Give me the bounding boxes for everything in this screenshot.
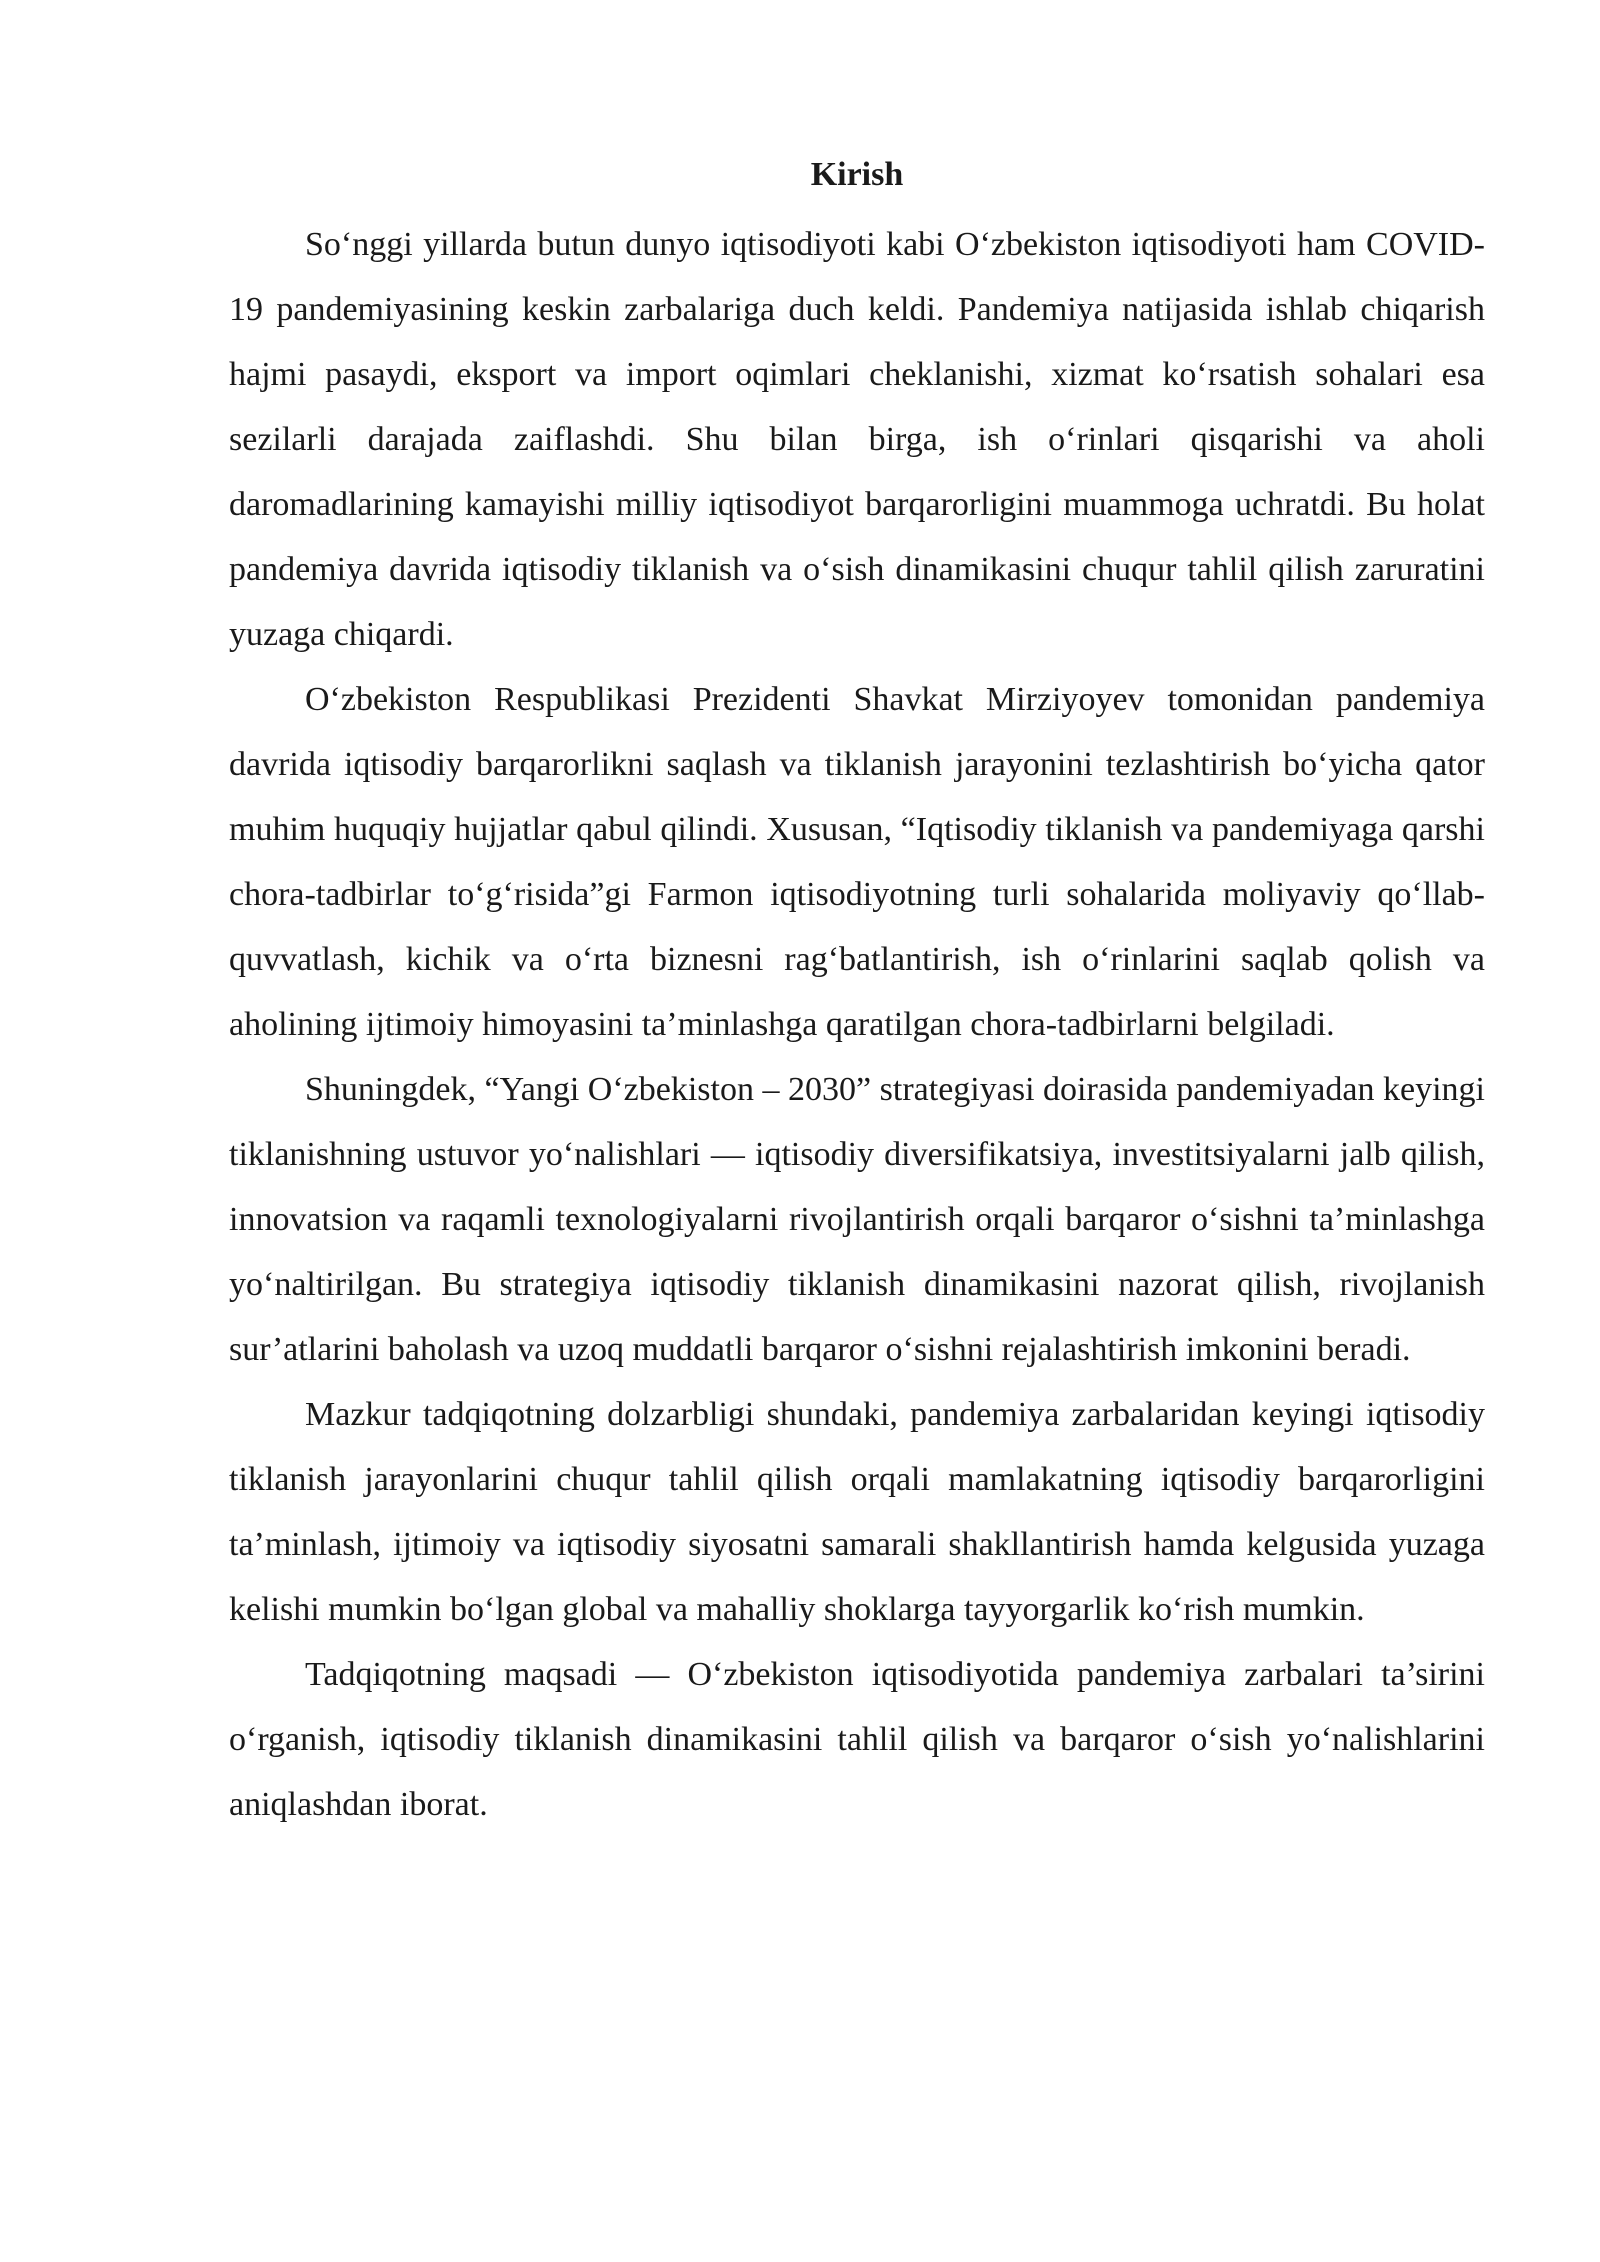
- document-body: [229, 148, 1485, 1837]
- paragraph-2: O‘zbekiston Respublikasi Prezidenti Shavkat Mirziyoyev tomonidan pandemiya davrida iqtisodiy barqarorlikni saqlash va tiklanish jarayonini tezlashtirish bo‘yicha qator muhim huquqiy hujjatlar qabul qilindi. Xususan, “Iqtisodiy tiklanish va pandemiyaga qarshi chora-tadbirlar to‘g‘risida”gi Farmon iqtisodiyotning turli sohalarida moliyaviy qo‘llab-quvvatlash, kichik va o‘rta biznesni rag‘batlantirish, ish o‘rinlarini saqlab qolish va aholining ijtimoiy himoyasini ta’minlashga qaratilgan chora-tadbirlarni belgiladi.: [229, 681, 1485, 1043]
- paragraph-4: Mazkur tadqiqotning dolzarbligi shundaki, pandemiya zarbalaridan keyingi iqtisodiy tiklanish jarayonlarini chuqur tahlil qilish orqali mamlakatning iqtisodiy barqarorligini ta’minlash, ijtimoiy va iqtisodiy siyosatni samarali shakllantirish hamda kelgusida yuzaga kelishi mumkin bo‘lgan global va mahalliy shoklarga tayyorgarlik ko‘rish mumkin.: [229, 1396, 1485, 1628]
- paragraph-1: So‘nggi yillarda butun dunyo iqtisodiyoti kabi O‘zbekiston iqtisodiyoti ham COVID-19 pandemiyasining keskin zarbalariga duch keldi. Pandemiya natijasida ishlab chiqarish hajmi pasaydi, eksport va import oqimlari cheklanishi, xizmat ko‘rsatish sohalari esa sezilarli darajada zaiflashdi. Shu bilan birga, ish o‘rinlari qisqarishi va aholi daromadlarining kamayishi milliy iqtisodiyot barqarorligini muammoga uchratdi. Bu holat pandemiya davrida iqtisodiy tiklanish va o‘sish dinamikasini chuqur tahlil qilish zaruratini yuzaga chiqardi.: [229, 226, 1485, 653]
- paragraph-3: Shuningdek, “Yangi O‘zbekiston – 2030” strategiyasi doirasida pandemiyadan keyingi tiklanishning ustuvor yo‘nalishlari — iqtisodiy diversifikatsiya, investitsiyalarni jalb qilish, innovatsion va raqamli texnologiyalarni rivojlantirish orqali barqaror o‘sishni ta’minlashga yo‘naltirilgan. Bu strategiya iqtisodiy tiklanish dinamikasini nazorat qilish, rivojlanish sur’atlarini baholash va uzoq muddatli barqaror o‘sishni rejalashtirish imkonini beradi.: [229, 1071, 1485, 1368]
- paragraph-5: Tadqiqotning maqsadi — O‘zbekiston iqtisodiyotida pandemiya zarbalari ta’sirini o‘rganish, iqtisodiy tiklanish dinamikasini tahlil qilish va barqaror o‘sish yo‘nalishlarini aniqlashdan iborat.: [229, 1656, 1485, 1823]
- section-heading: Kirish: [810, 156, 904, 193]
